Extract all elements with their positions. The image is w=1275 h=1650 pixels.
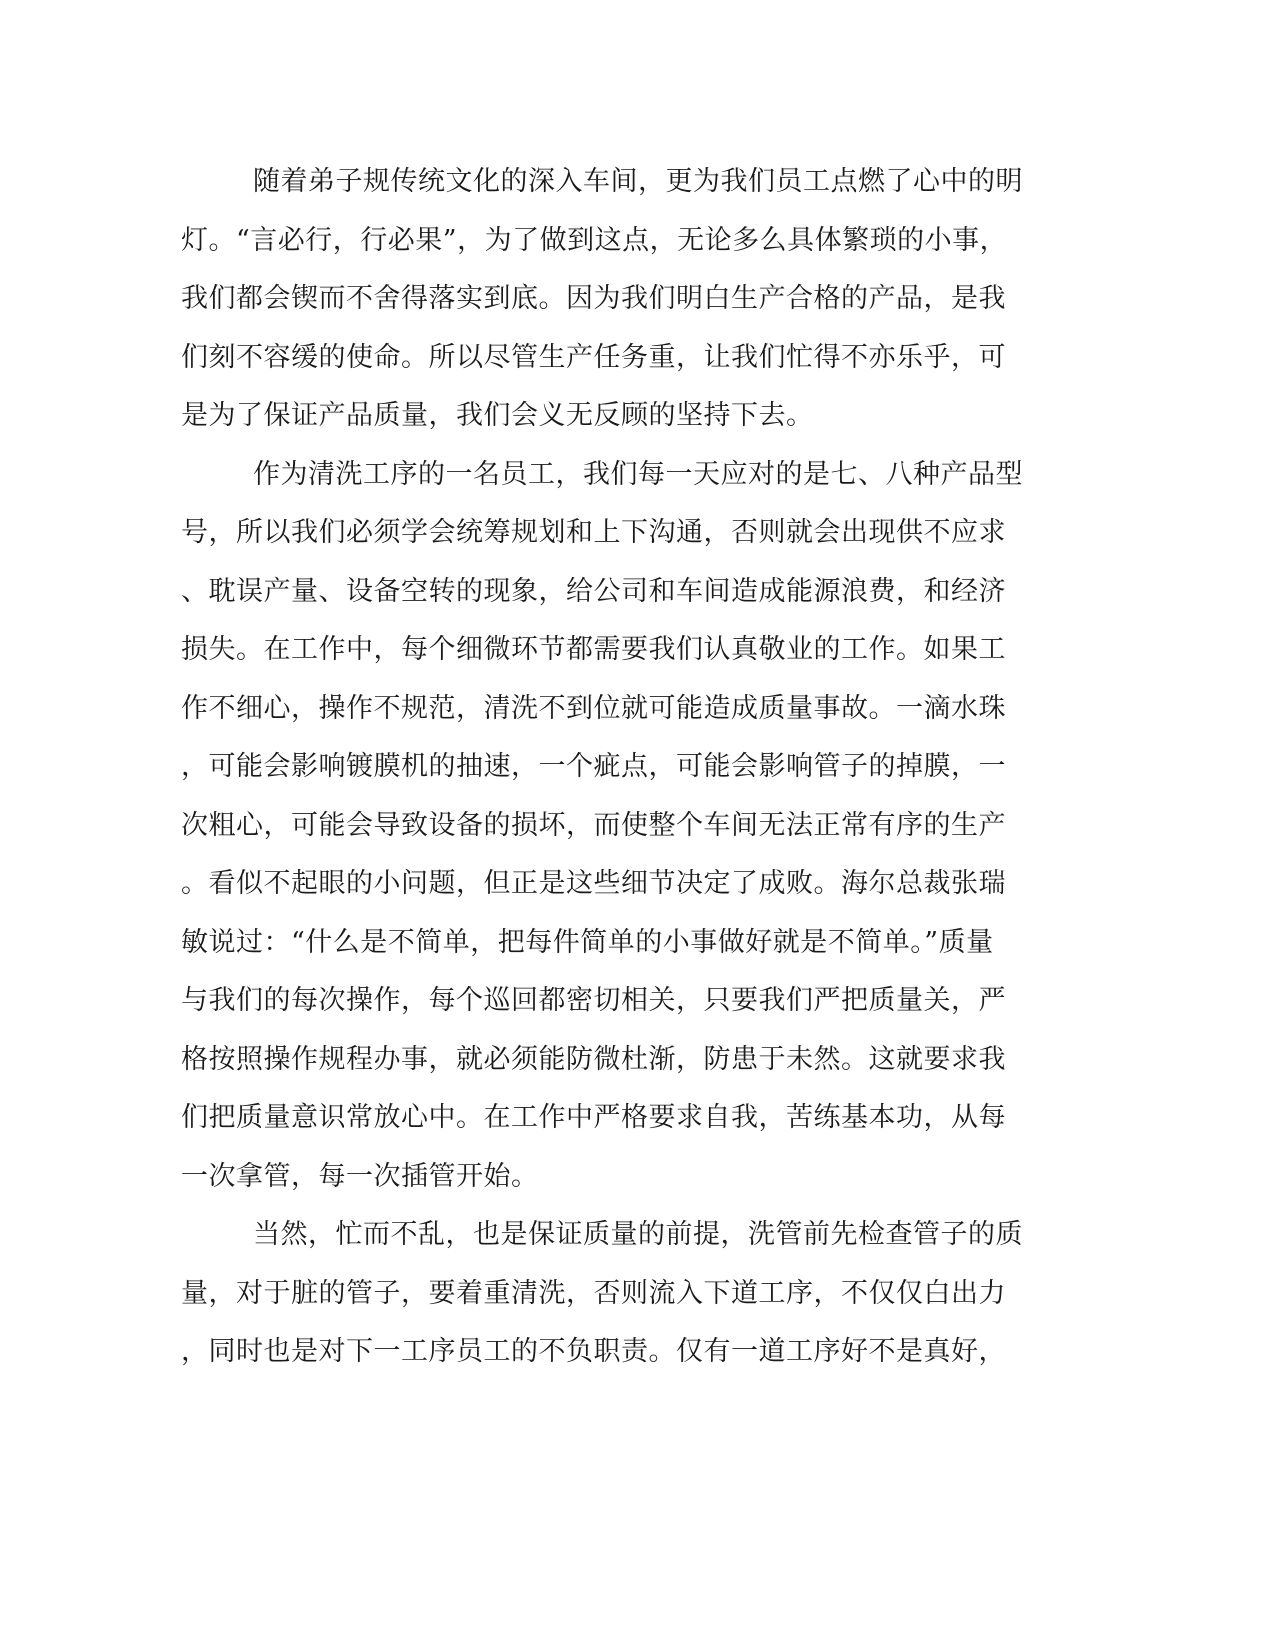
paragraph-2-line-3: 、耽误产量、设备空转的现象，给公司和车间造成能源浪费，和经济 [181, 575, 1006, 607]
paragraph-2-line-7: 次粗心，可能会导致设备的损坏，而使整个车间无法正常有序的生产 [181, 809, 1006, 841]
paragraph-1-line-2: 灯。“言必行，行必果”，为了做到这点，无论多么具体繁琐的小事， [181, 224, 1008, 256]
paragraph-3-line-2: 量，对于脏的管子，要着重清洗，否则流入下道工序，不仅仅白出力 [181, 1277, 1006, 1309]
paragraph-2-line-12: 们把质量意识常放心中。在工作中严格要求自我，苦练基本功，从每 [181, 1102, 1006, 1133]
paragraph-1-line-5: 是为了保证产品质量，我们会义无反顾的坚持下去。 [181, 400, 814, 431]
paragraph-3-line-3: ，同时也是对下一工序员工的不负职责。仅有一道工序好不是真好， [181, 1336, 1006, 1367]
paragraph-2-line-13: 一次拿管，每一次插管开始。 [181, 1160, 539, 1192]
paragraph-3-line-1: 当然，忙而不乱，也是保证质量的前提，洗管前先检查管子的质 [253, 1219, 1023, 1250]
paragraph-2-line-5: 作不细心，操作不规范，清洗不到位就可能造成质量事故。一滴水珠 [181, 692, 1006, 724]
paragraph-2-line-8: 。看似不起眼的小问题，但正是这些细节决定了成败。海尔总裁张瑞 [181, 868, 1006, 899]
paragraph-2-line-6: ，可能会影响镀膜机的抽速，一个疵点，可能会影响管子的掉膜，一 [181, 751, 1006, 782]
paragraph-2-line-1: 作为清洗工序的一名员工，我们每一天应对的是七、八种产品型 [253, 458, 1023, 490]
paragraph-2-line-2: 号，所以我们必须学会统筹规划和上下沟通，否则就会出现供不应求 [181, 517, 1006, 548]
paragraph-1-line-1: 随着弟子规传统文化的深入车间，更为我们员工点燃了心中的明 [253, 166, 1023, 197]
paragraph-2-line-4: 损失。在工作中，每个细微环节都需要我们认真敬业的工作。如果工 [181, 634, 1006, 665]
paragraph-2-line-9: 敏说过：“什么是不简单，把每件简单的小事做好就是不简单。”质量 [181, 926, 994, 958]
paragraph-2-line-11: 格按照操作规程办事，就必须能防微杜渐，防患于未然。这就要求我 [181, 1043, 1006, 1075]
body-text [181, 159, 1031, 1388]
paragraph-1-line-4: 们刻不容缓的使命。所以尽管生产任务重，让我们忙得不亦乐乎，可 [181, 341, 1006, 373]
paragraph-2-line-10: 与我们的每次操作，每个巡回都密切相关，只要我们严把质量关，严 [181, 985, 1006, 1016]
paragraph-1-line-3: 我们都会锲而不舍得落实到底。因为我们明白生产合格的产品，是我 [181, 283, 1006, 314]
